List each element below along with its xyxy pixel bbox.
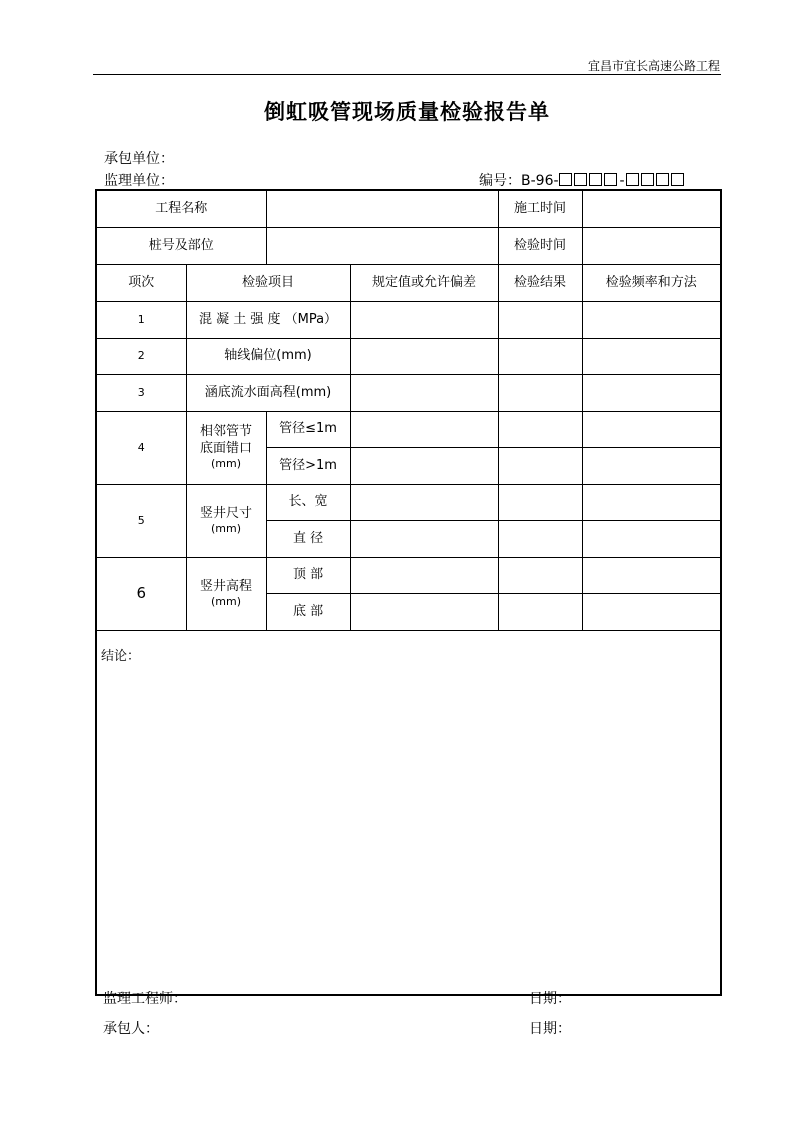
- column-header-frequency: 检验频率和方法: [582, 265, 721, 302]
- serial-box[interactable]: [589, 173, 602, 186]
- table-row: [96, 557, 721, 594]
- serial-box[interactable]: [656, 173, 669, 186]
- station-field[interactable]: [266, 228, 498, 265]
- column-header-result: 检验结果: [498, 265, 582, 302]
- item-number: 5: [96, 484, 186, 557]
- page-title: 倒虹吸管现场质量检验报告单: [264, 99, 550, 124]
- result-field[interactable]: [498, 375, 582, 412]
- conclusion-row: [96, 630, 721, 995]
- item-name: 混 凝 土 强 度 （MPa）: [186, 302, 350, 339]
- frequency-field[interactable]: [582, 448, 721, 485]
- spec-field[interactable]: [350, 484, 498, 521]
- item-unit: (mm): [211, 456, 242, 470]
- sub-item-name: 底 部: [266, 594, 350, 631]
- table-row: [96, 338, 721, 375]
- contractor-signature-label: 承包人：: [103, 1021, 159, 1037]
- spec-field[interactable]: [350, 448, 498, 485]
- result-field[interactable]: [498, 557, 582, 594]
- spec-field[interactable]: [350, 594, 498, 631]
- table-row: [96, 302, 721, 339]
- frequency-field[interactable]: [582, 557, 721, 594]
- station-row: [96, 228, 721, 265]
- item-name: [186, 557, 266, 630]
- spec-field[interactable]: [350, 521, 498, 558]
- serial-number-label: 编号：B-96-: [479, 173, 559, 189]
- contractor-unit-label: 承包单位：: [104, 151, 174, 167]
- sub-item-name: 顶 部: [266, 557, 350, 594]
- conclusion-label: 结论：: [101, 648, 141, 664]
- result-field[interactable]: [498, 594, 582, 631]
- item-unit: (mm): [211, 594, 242, 608]
- table-row: [96, 484, 721, 521]
- result-field[interactable]: [498, 411, 582, 448]
- item-name: [186, 484, 266, 557]
- item-number: 2: [96, 338, 186, 375]
- supervising-engineer-label: 监理工程师：: [103, 991, 187, 1007]
- spec-field[interactable]: [350, 338, 498, 375]
- project-name-field[interactable]: [266, 190, 498, 228]
- serial-box[interactable]: [604, 173, 617, 186]
- result-field[interactable]: [498, 484, 582, 521]
- table-row: [96, 411, 721, 448]
- serial-box[interactable]: [559, 173, 572, 186]
- spec-field[interactable]: [350, 411, 498, 448]
- station-label: 桩号及部位: [96, 228, 266, 265]
- item-number: 4: [96, 411, 186, 484]
- item-name: [186, 411, 266, 484]
- project-name-row: [96, 190, 721, 228]
- column-header-inspection-item: 检验项目: [186, 265, 350, 302]
- sub-item-name: 直 径: [266, 521, 350, 558]
- item-unit: (mm): [211, 521, 242, 535]
- item-name-text: 竖井高程: [200, 578, 253, 594]
- item-name: 轴线偏位(mm): [186, 338, 350, 375]
- engineer-date-label: 日期：: [529, 991, 571, 1007]
- frequency-field[interactable]: [582, 594, 721, 631]
- item-name: 涵底流水面高程(mm): [186, 375, 350, 412]
- serial-number: 编号：B-96- -: [479, 170, 686, 190]
- frequency-field[interactable]: [582, 338, 721, 375]
- result-field[interactable]: [498, 448, 582, 485]
- column-header-item-no: 项次: [96, 265, 186, 302]
- item-number: 3: [96, 375, 186, 412]
- inspection-form-table: [95, 189, 722, 996]
- frequency-field[interactable]: [582, 302, 721, 339]
- project-name-label: 工程名称: [96, 190, 266, 228]
- sub-item-name: 管径>1m: [266, 448, 350, 485]
- conclusion-field[interactable]: [96, 630, 721, 995]
- frequency-field[interactable]: [582, 375, 721, 412]
- frequency-field[interactable]: [582, 484, 721, 521]
- result-field[interactable]: [498, 302, 582, 339]
- serial-box[interactable]: [671, 173, 684, 186]
- result-field[interactable]: [498, 338, 582, 375]
- item-number: 1: [96, 302, 186, 339]
- frequency-field[interactable]: [582, 521, 721, 558]
- column-header-row: [96, 265, 721, 302]
- frequency-field[interactable]: [582, 411, 721, 448]
- table-row: [96, 375, 721, 412]
- sub-item-name: 管径≤1m: [266, 411, 350, 448]
- contractor-date-label: 日期：: [529, 1021, 571, 1037]
- start-time-label: 施工时间: [498, 190, 582, 228]
- spec-field[interactable]: [350, 375, 498, 412]
- result-field[interactable]: [498, 521, 582, 558]
- header-divider: [93, 74, 721, 75]
- inspection-time-label: 检验时间: [498, 228, 582, 265]
- supervisor-unit-label: 监理单位：: [104, 173, 174, 189]
- item-number: 6: [96, 557, 186, 630]
- project-header: 宜昌市宜长高速公路工程: [587, 59, 720, 73]
- sub-item-name: 长、宽: [266, 484, 350, 521]
- start-time-field[interactable]: [582, 190, 721, 228]
- serial-box[interactable]: [626, 173, 639, 186]
- spec-field[interactable]: [350, 557, 498, 594]
- serial-box[interactable]: [641, 173, 654, 186]
- column-header-spec: 规定值或允许偏差: [350, 265, 498, 302]
- serial-box[interactable]: [574, 173, 587, 186]
- item-name-text: 竖井尺寸: [200, 505, 253, 521]
- spec-field[interactable]: [350, 302, 498, 339]
- item-name-text: 相邻管节底面错口: [200, 424, 253, 456]
- inspection-time-field[interactable]: [582, 228, 721, 265]
